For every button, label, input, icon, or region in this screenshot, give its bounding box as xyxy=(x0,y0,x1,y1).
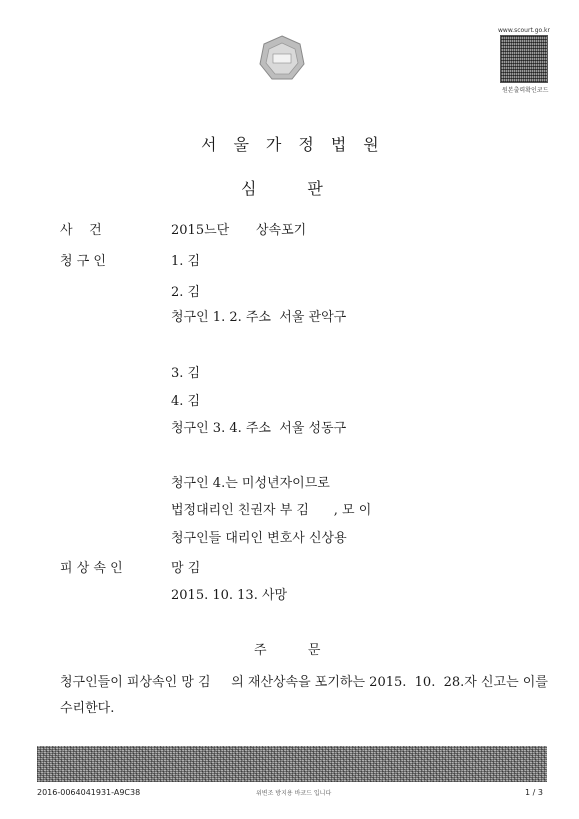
verification-qr-code xyxy=(500,35,548,83)
claimant-1: 1. 김 xyxy=(171,254,201,269)
claimants-3-4-address: 청구인 3. 4. 주소 서울 성동구 xyxy=(171,421,347,436)
qr-caption: 원본출력확인코드 xyxy=(502,87,549,94)
ruling-text-line-2: 수리한다. xyxy=(60,701,115,716)
minor-note: 청구인 4.는 미성년자이므로 xyxy=(171,476,330,491)
case-label: 사 건 xyxy=(60,223,102,238)
document-type: 심 판 xyxy=(241,179,323,198)
decedent-label: 피 상 속 인 xyxy=(60,561,123,576)
claimants-1-2-address: 청구인 1. 2. 주소 서울 관악구 xyxy=(171,310,347,325)
document-id: 2016-0064041931-A9C38 xyxy=(37,788,141,797)
court-emblem-icon xyxy=(258,34,306,82)
qr-url: www.scourt.go.kr xyxy=(498,27,550,34)
court-name: 서울가정법원 xyxy=(201,135,396,154)
attorney: 청구인들 대리인 변호사 신상용 xyxy=(171,531,347,546)
case-subject: 상속포기 xyxy=(256,223,307,238)
decedent-death-date: 2015. 10. 13. 사망 xyxy=(171,588,288,603)
claimant-2: 2. 김 xyxy=(171,285,201,300)
legal-guardian: 법정대리인 친권자 부 김 , 모 이 xyxy=(171,503,372,518)
decedent-name: 망 김 xyxy=(171,561,201,576)
claimant-3: 3. 김 xyxy=(171,366,201,381)
barcode-note: 위변조 방지용 바코드 입니다 xyxy=(256,790,332,797)
anti-forgery-barcode xyxy=(37,746,547,782)
page-number: 1 / 3 xyxy=(525,788,543,797)
ruling-heading: 주 문 xyxy=(254,643,321,658)
case-number: 2015느단 xyxy=(171,223,230,238)
claimant-4: 4. 김 xyxy=(171,394,201,409)
claimants-label: 청 구 인 xyxy=(60,254,106,269)
ruling-text-line-1: 청구인들이 피상속인 망 김 의 재산상속을 포기하는 2015. 10. 28.자 신고는 이를 xyxy=(60,675,548,690)
